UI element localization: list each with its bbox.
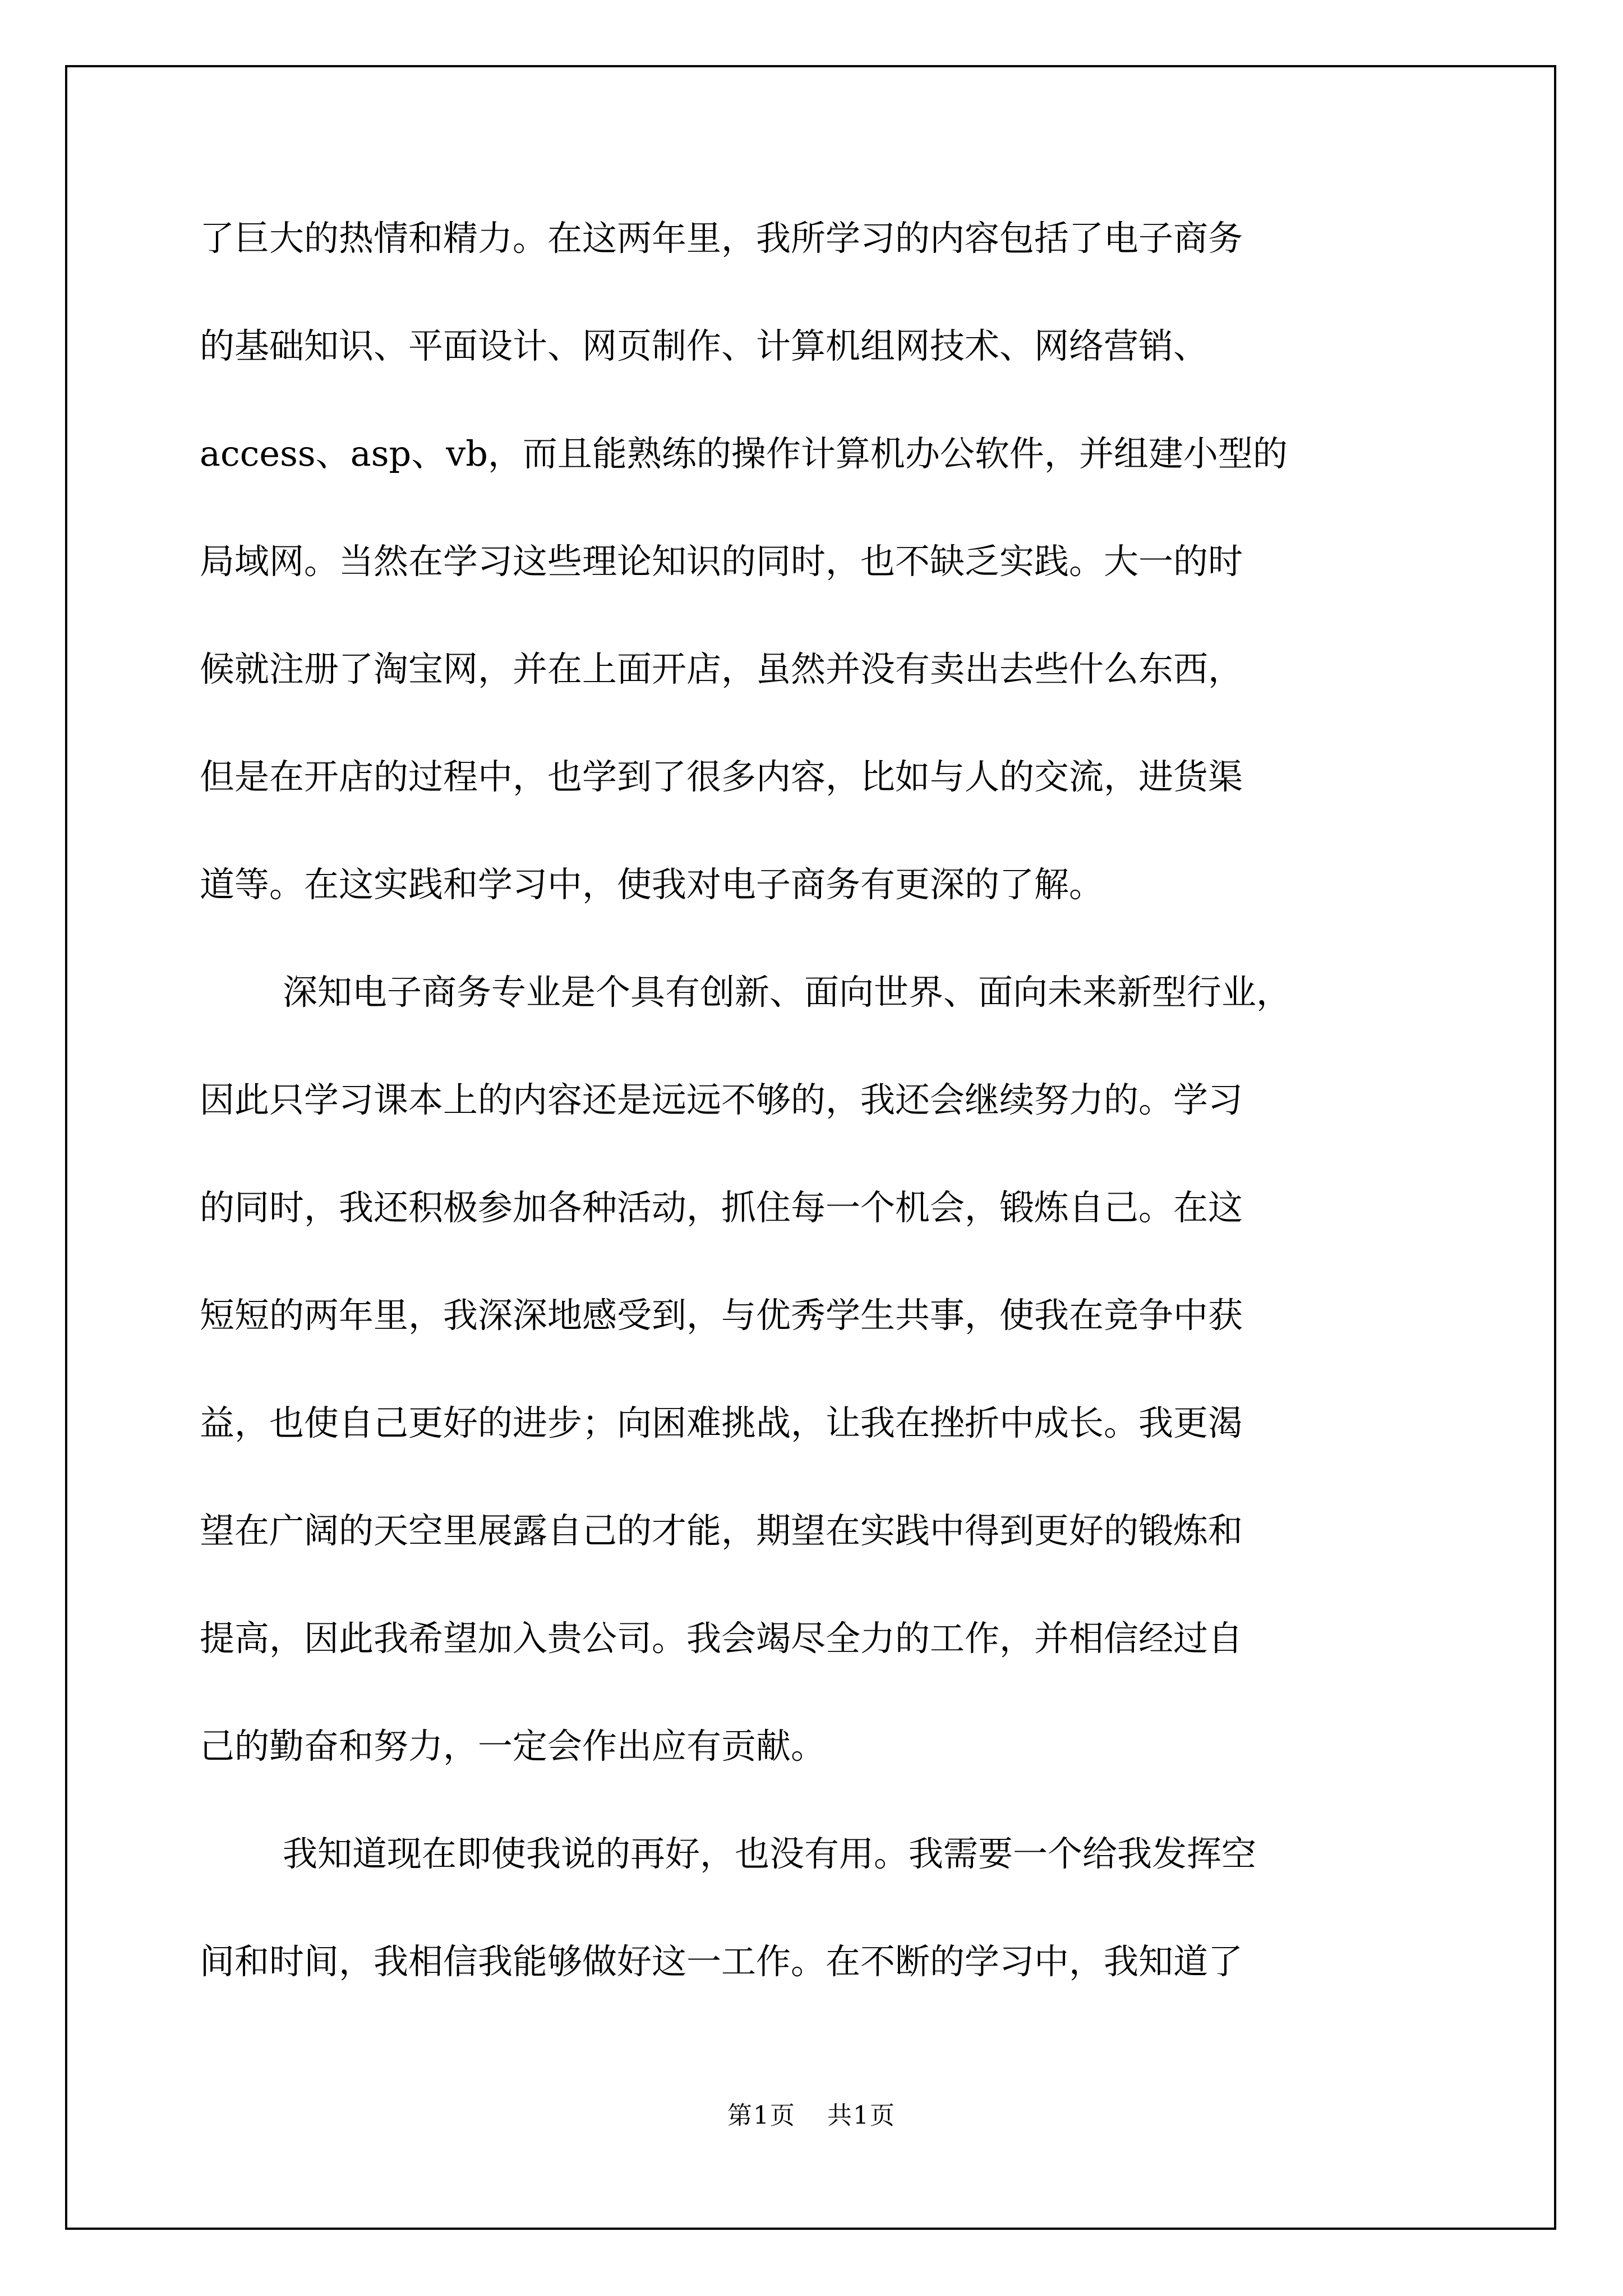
page-total: 共1页 xyxy=(827,2101,896,2130)
paragraph-first-line: 深知电子商务专业是个具有创新、面向世界、面向未来新型行业， xyxy=(283,972,1292,1013)
text-line: 己的勤奋和努力，一定会作出应有贡献。 xyxy=(200,1726,826,1766)
text-line: 候就注册了淘宝网，并在上面开店，虽然并没有卖出去些什么东西， xyxy=(200,648,1243,689)
page-number: 第1页 xyxy=(727,2101,796,2130)
page-footer xyxy=(0,2095,1623,2131)
text-line: 的同时，我还积极参加各种活动，抓住每一个机会，锻炼自己。在这 xyxy=(200,1187,1243,1228)
text-line: 因此只学习课本上的内容还是远远不够的，我还会继续努力的。学习 xyxy=(200,1079,1243,1120)
text-line: 间和时间，我相信我能够做好这一工作。在不断的学习中，我知道了 xyxy=(200,1941,1243,1982)
paragraph-first-line: 我知道现在即使我说的再好，也没有用。我需要一个给我发挥空 xyxy=(283,1833,1257,1874)
text-line: 道等。在这实践和学习中，使我对电子商务有更深的了解。 xyxy=(200,864,1104,905)
text-line: 局域网。当然在学习这些理论知识的同时，也不缺乏实践。大一的时 xyxy=(200,541,1243,582)
text-line: 益，也使自己更好的进步；向困难挑战，让我在挫折中成长。我更渴 xyxy=(200,1402,1243,1443)
text-line: 但是在开店的过程中，也学到了很多内容，比如与人的交流，进货渠 xyxy=(200,756,1243,797)
text-line: 提高，因此我希望加入贵公司。我会竭尽全力的工作，并相信经过自 xyxy=(200,1618,1243,1659)
text-line: 短短的两年里，我深深地感受到，与优秀学生共事，使我在竞争中获 xyxy=(200,1295,1243,1336)
text-line: 的基础知识、平面设计、网页制作、计算机组网技术、网络营销、 xyxy=(200,325,1209,366)
text-line: access、asp、vb，而且能熟练的操作计算机办公软件，并组建小型的 xyxy=(200,433,1288,474)
text-line: 望在广阔的天空里展露自己的才能，期望在实践中得到更好的锻炼和 xyxy=(200,1510,1243,1551)
document-body xyxy=(200,218,1442,2053)
text-line: 了巨大的热情和精力。在这两年里，我所学习的内容包括了电子商务 xyxy=(200,218,1243,259)
